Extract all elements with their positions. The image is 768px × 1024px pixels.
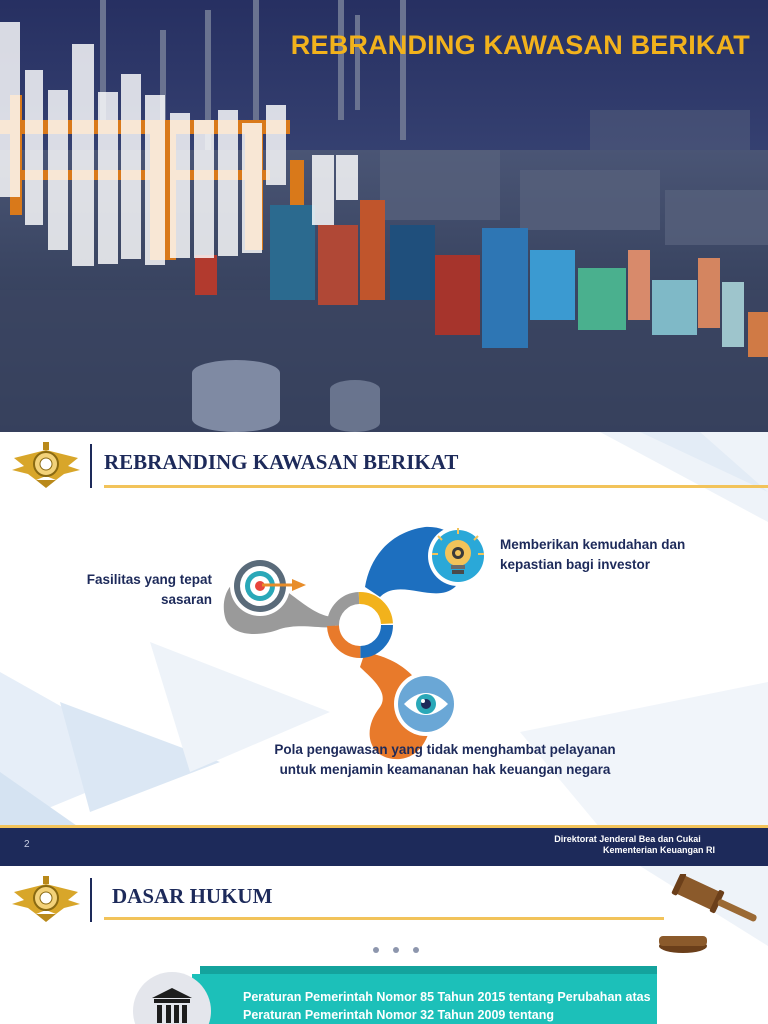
decorative-bar: [170, 113, 190, 258]
decorative-bar: [145, 95, 165, 265]
container-stack: [530, 250, 575, 320]
cover-slide: [0, 0, 768, 432]
container-stack: [748, 312, 768, 357]
building: [665, 190, 768, 245]
pagination-dot: [373, 947, 379, 953]
slide-footer: [0, 828, 768, 866]
decorative-bar: [25, 70, 43, 225]
decorative-bar: [72, 44, 94, 266]
header-separator: [90, 444, 92, 488]
slide-dasar-hukum: [0, 866, 768, 1024]
building: [380, 150, 500, 220]
page-number: 2: [24, 839, 30, 850]
container-stack: [318, 225, 358, 305]
building: [590, 110, 750, 150]
decorative-bar: [266, 105, 286, 185]
item-label-supervision: Pola pengawasan yang tidak menghambat pelayanan untuk menjamin keamananan hak keuangan negara: [274, 742, 616, 777]
container-stack: [360, 200, 385, 300]
slide-title: REBRANDING KAWASAN BERIKAT: [104, 450, 459, 474]
container-stack: [578, 268, 626, 330]
law-text: Peraturan Pemerintah Nomor 85 Tahun 2015 tentang Perubahan atas Peraturan Pemerintah Nomor 32 Tahun 2009 tentang: [243, 990, 651, 1022]
container-stack: [435, 255, 480, 335]
header-separator: [90, 878, 92, 922]
customs-emblem-logo: [10, 874, 82, 924]
title-underline: [104, 917, 664, 920]
footer-org-line2: Kementerian Keuangan RI: [602, 845, 715, 855]
pagination-dot: [413, 947, 419, 953]
container-stack: [195, 255, 217, 295]
item-label-investor-ease: Memberikan kemudahan dan kepastian bagi investor: [500, 537, 686, 572]
footer-org-line1: Direktorat Jenderal Bea dan Cukai: [554, 834, 701, 844]
item-label-targeted-facility: Fasilitas yang tepat sasaran: [86, 572, 212, 607]
target-icon: [228, 554, 308, 618]
decorative-bar: [336, 155, 358, 200]
container-stack: [482, 228, 528, 348]
decorative-bar: [121, 74, 141, 259]
slide-title: DASAR HUKUM: [112, 884, 273, 908]
bank-building-icon: [150, 986, 194, 1024]
slide-rebranding: [0, 432, 768, 866]
building: [520, 170, 660, 230]
decorative-bar: [48, 90, 68, 250]
container-stack: [652, 280, 697, 335]
title-underline: [104, 485, 768, 488]
cover-title: REBRANDING KAWASAN BERIKAT: [290, 30, 750, 60]
decorative-bar: [218, 110, 238, 256]
decorative-bar: [194, 120, 214, 258]
storage-tank: [192, 360, 280, 432]
customs-emblem-logo: [10, 440, 82, 490]
decorative-bar: [242, 123, 262, 253]
storage-tank: [330, 380, 380, 432]
eye-icon: [392, 670, 460, 738]
gavel-icon: [655, 874, 760, 954]
container-stack: [628, 250, 650, 320]
container-stack: [270, 205, 315, 300]
decorative-bar: [312, 155, 334, 225]
container-stack: [722, 282, 744, 347]
lightbulb-gear-icon: [426, 524, 490, 588]
container-stack: [390, 225, 435, 300]
pagination-dot: [393, 947, 399, 953]
decorative-bar: [0, 22, 20, 197]
decorative-bar: [98, 92, 118, 264]
smokestack: [400, 0, 406, 140]
container-stack: [698, 258, 720, 328]
